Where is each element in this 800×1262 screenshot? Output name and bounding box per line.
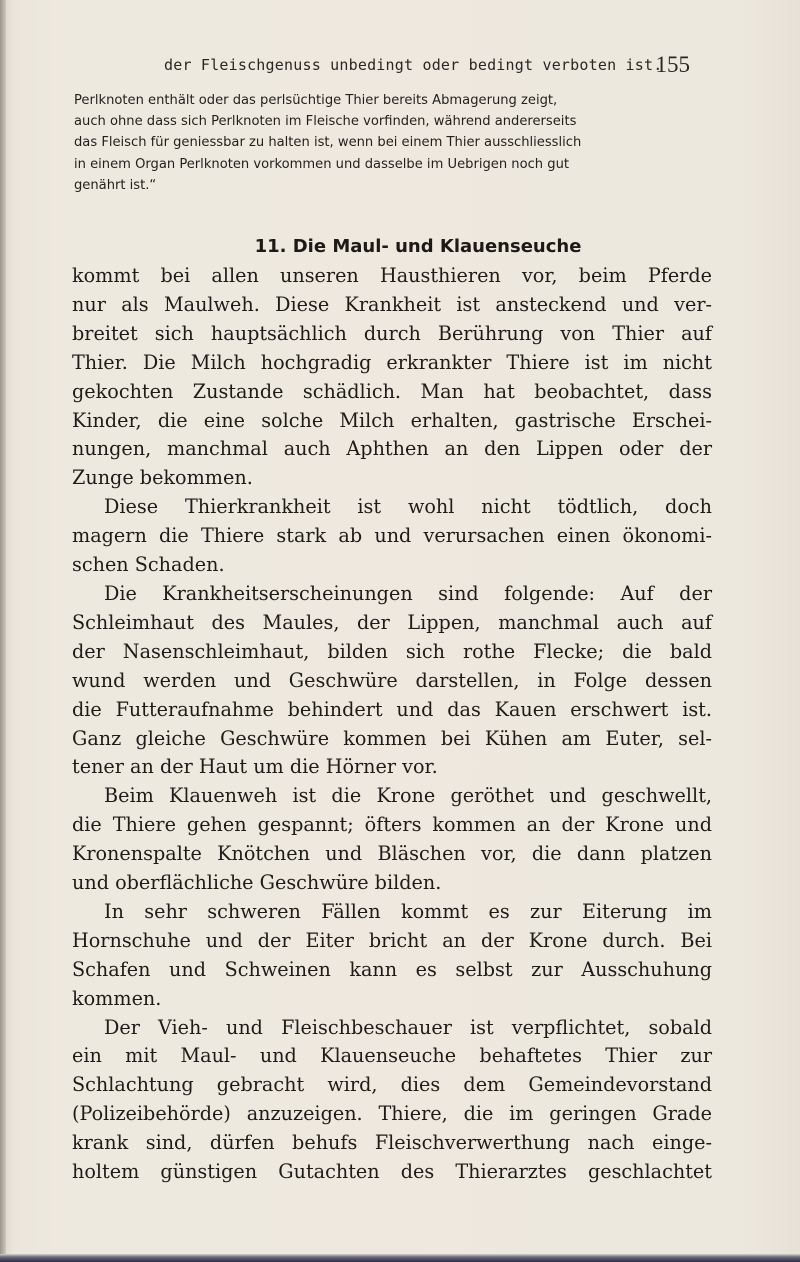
body-line: Schleimhaut des Maules, der Lippen, manchmal auch auf — [72, 610, 712, 634]
body-line: Kinder, die eine solche Milch erhalten, gastrische Erschei- — [72, 408, 712, 432]
footnote-line: das Fleisch für geniessbar zu halten ist, wenn bei einem Thier ausschliesslich — [74, 135, 582, 151]
body-line: Kronenspalte Knötchen und Bläschen vor, die dann platzen — [72, 842, 712, 866]
body-line: Schlachtung gebracht wird, dies dem Gemeindevorstand — [72, 1073, 712, 1097]
body-line: Beim Klauenweh ist die Krone geröthet und geschwellt, — [104, 784, 712, 808]
body-line: die Futteraufnahme behindert und das Kauen erschwert ist. — [72, 697, 712, 721]
footnote-block — [74, 90, 694, 196]
footnote-line: Perlknoten enthält oder das perlsüchtige Thier bereits Abmagerung zeigt, — [74, 93, 558, 108]
page-number: 155 — [655, 52, 690, 77]
body-line: wund werden und Geschwüre darstellen, in Folge dessen — [72, 668, 712, 692]
body-line: Schafen und Schweinen kann es selbst zur Ausschuhung — [72, 957, 712, 981]
body-line: Zunge bekommen. — [72, 466, 253, 490]
body-line: ein mit Maul- und Klauenseuche behaftetes Thier zur — [72, 1044, 712, 1068]
page-header — [60, 52, 690, 86]
body-line: kommt bei allen unseren Hausthieren vor, beim Pferde — [72, 264, 712, 287]
body-line: In sehr schweren Fällen kommt es zur Eiterung im — [104, 899, 712, 923]
body-line: magern die Thiere stark ab und verursachen einen ökonomi- — [72, 524, 712, 548]
footnote-line: genährt ist.“ — [74, 177, 157, 193]
body-line: nur als Maulweh. Diese Krankheit ist ansteckend und ver- — [72, 292, 712, 316]
body-line: die Thiere gehen gespannt; öfters kommen an der Krone und — [72, 813, 712, 837]
running-head: der Fleischgenuss unbedingt oder bedingt verboten ist. — [164, 56, 663, 74]
body-text — [72, 262, 712, 1187]
body-line: holtem günstigen Gutachten des Thierarztes geschlachtet — [72, 1160, 712, 1184]
body-line: Diese Thierkrankheit ist wohl nicht tödtlich, doch — [104, 495, 712, 519]
body-line: Der Vieh- und Fleischbeschauer ist verpflichtet, sobald — [104, 1015, 712, 1039]
body-line: und oberflächliche Geschwüre bilden. — [72, 871, 442, 895]
body-line: Ganz gleiche Geschwüre kommen bei Kühen am Euter, sel- — [72, 726, 712, 750]
section-title: 11. Die Maul- und Klauenseuche — [254, 236, 582, 257]
bottom-scan-edge — [0, 1254, 800, 1262]
body-line: krank sind, dürfen behufs Fleischverwerthung nach einge- — [72, 1131, 712, 1155]
body-line: breitet sich hauptsächlich durch Berührung von Thier auf — [72, 321, 712, 345]
body-line: nungen, manchmal auch Aphthen an den Lippen oder der — [72, 437, 712, 461]
body-line: Thier. Die Milch hochgradig erkrankter Thiere ist im nicht — [72, 350, 712, 374]
footnote-line: in einem Organ Perlknoten vorkommen und dasselbe im Uebrigen noch gut — [74, 156, 570, 172]
body-line: tener an der Haut um die Hörner vor. — [72, 755, 438, 779]
body-line: (Polizeibehörde) anzuzeigen. Thiere, die im geringen Grade — [72, 1102, 712, 1126]
body-line: Hornschuhe und der Eiter bricht an der Krone durch. Bei — [72, 928, 712, 952]
footnote-line: auch ohne dass sich Perlknoten im Fleische vorfinden, während andererseits — [74, 114, 577, 130]
binding-edge — [0, 0, 6, 1262]
body-line: kommen. — [72, 986, 162, 1010]
body-line: Die Krankheitserscheinungen sind folgende: Auf der — [104, 581, 712, 605]
body-line: gekochten Zustande schädlich. Man hat beobachtet, dass — [72, 379, 712, 403]
body-line: schen Schaden. — [72, 553, 225, 577]
body-line: der Nasenschleimhaut, bilden sich rothe Flecke; die bald — [72, 639, 712, 663]
